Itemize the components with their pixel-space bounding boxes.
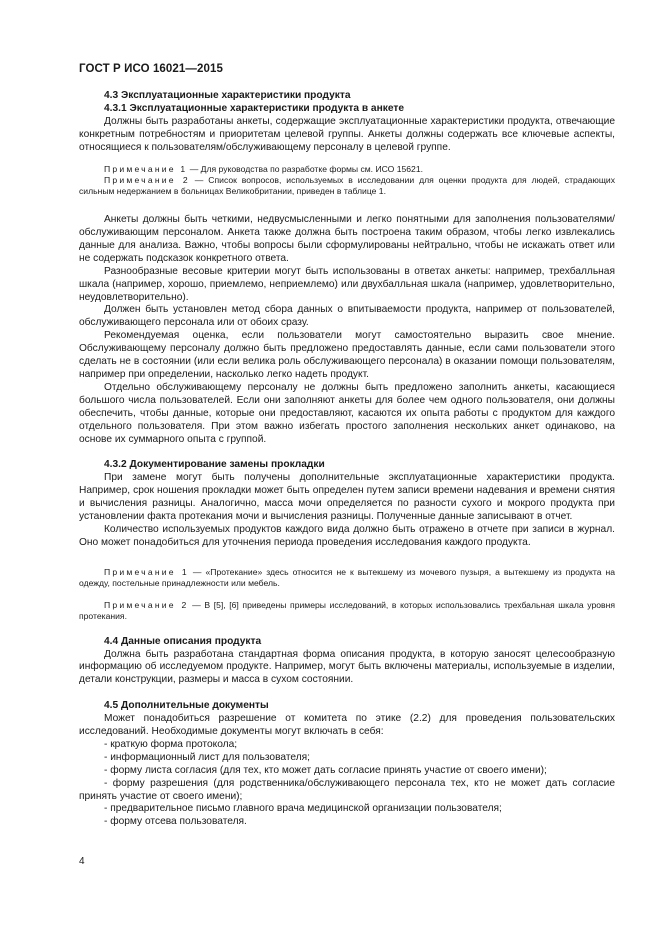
list-item: - форму разрешения (для родственника/обслуживающего персонала тех, кто не может дать согласие принять участие от своего имени);: [79, 777, 615, 802]
section-4-4-heading: 4.4 Данные описания продукта: [104, 635, 262, 647]
note: [79, 567, 615, 589]
note: [79, 175, 615, 197]
note-text: — В [5], [6] приведены примеры исследований, в которых использовались трехбальная шкала уровня протекания.: [79, 600, 616, 622]
note-text: — «Протекание» здесь относится не к вытекшему из мочевого пузыря, а вытекшему из продукта на одежду, постельные принадлежности или мебель.: [79, 566, 615, 588]
note-label: Примечание 2: [104, 600, 189, 611]
document-header: ГОСТ Р ИСО 16021—2015: [79, 63, 224, 75]
note-label: Примечание 1: [104, 566, 189, 577]
document-body: [79, 90, 615, 829]
paragraph: Количество используемых продуктов каждого вида должно быть отражено в отчете при записи в журнал. Оно может понадобиться для уточнения периода проведения исследования каждого продукта.: [79, 523, 615, 548]
section-4-3-heading: 4.3 Эксплуатационные характеристики продукта: [104, 90, 351, 101]
note-label: Примечание 2: [104, 174, 190, 185]
paragraph: Должен быть установлен метод сбора данных о впитываемости продукта, например от пользователей, обслуживающего персонала или от обоих сразу.: [79, 304, 615, 329]
list-item: - форму листа согласия (для тех, кто может дать согласие принять участие от своего имени);: [104, 764, 547, 776]
paragraph: При замене могут быть получены дополнительные эксплуатационные характеристики продукта. Например, срок ношения прокладки может быть определен путем записи времени надевания и времени снятия и вычисления разницы. Аналогично, масса мочи определяется по разности сухого и мокрого продукта при установлении факта протекания мочи и вычисления разницы. Полученные данные записывают в отчет.: [79, 472, 615, 523]
paragraph: Анкеты должны быть четкими, недвусмысленными и легко понятными для заполнения пользователями/обслуживающим персоналом. Анкета также должна быть построена таким образом, чтобы легко извлекались данные для анализа. Важно, чтобы вопросы были сформулированы нейтрально, чтобы не искажать ответ или не содержать подсказок конкретного ответа.: [79, 214, 615, 264]
required-documents-list: [79, 739, 615, 829]
list-item: - предварительное письмо главного врача медицинской организации пользователя;: [104, 803, 502, 815]
section-4-5-heading: 4.5 Дополнительные документы: [104, 700, 269, 712]
note-text: — Для руководства по разработке формы см. ИСО 15621.: [187, 163, 424, 174]
section-4-3-2-heading: 4.3.2 Документирование замены прокладки: [104, 459, 325, 471]
paragraph: Разнообразные весовые критерии могут быть использованы в ответах анкеты: например, трехбалльная шкала (например, хорошо, приемлемо, неприемлемо) или двухбалльная шкала (например, удовлетворительно, неудовлетворительно).: [79, 265, 615, 303]
paragraph: Рекомендуемая оценка, если пользователи могут самостоятельно выразить свое мнение. Обслуживающему персоналу должно быть предложено предоставлять данные, если сами пользователи этого сделать не в состоянии (или если велика роль обслуживающего персонала) в оказании помощи пользователям, например при определении, насколько легко надеть продукт.: [79, 330, 615, 381]
note: [79, 600, 615, 622]
paragraph: Должна быть разработана стандартная форма описания продукта, в которую заносят целесообразную информацию об исследуемом продукте. Например, могут быть включены материалы, используемые в изделии, детали конструкции, размеры и масса в сухом состоянии.: [79, 648, 615, 686]
page-number: 4: [79, 856, 85, 867]
note: [79, 164, 615, 175]
note-label: Примечание 1: [104, 163, 188, 174]
note-text: — Список вопросов, используемых в исследовании для оценки продукта для людей, страдающих сильным недержанием в больницах Великобритании, приведен в таблице 1.: [79, 174, 615, 196]
list-item: - информационный лист для пользователя;: [104, 751, 311, 763]
section-4-3-1-heading: 4.3.1 Эксплуатационные характеристики продукта в анкете: [104, 102, 405, 114]
paragraph: Должны быть разработаны анкеты, содержащие эксплуатационные характеристики продукта, отвечающие конкретным потребностям и приоритетам целевой группы. Анкеты должны содержать все ключевые аспекты, относящиеся к пользователям/обслуживающему персоналу в целевой группе.: [79, 115, 615, 153]
paragraph: Отдельно обслуживающему персоналу не должны быть предложено заполнить анкеты, касающиеся большого числа пользователей. Если они заполняют анкеты для более чем одного пользователя, они должны обеспечить, чтобы данные, которые они предоставляют, касаются их опыта работы с продуктом для каждого отдельного пользователя. При этом важно избегать простого заполнения нескольких анкет одинаково, на основе их суммарного опыта с группой.: [79, 381, 615, 445]
list-item: - краткую форма протокола;: [104, 738, 238, 750]
list-item: - форму отсева пользователя.: [104, 816, 247, 828]
paragraph: Может понадобиться разрешение от комитета по этике (2.2) для проведения пользовательских исследований. Необходимые документы могут включать в себя:: [79, 713, 615, 738]
